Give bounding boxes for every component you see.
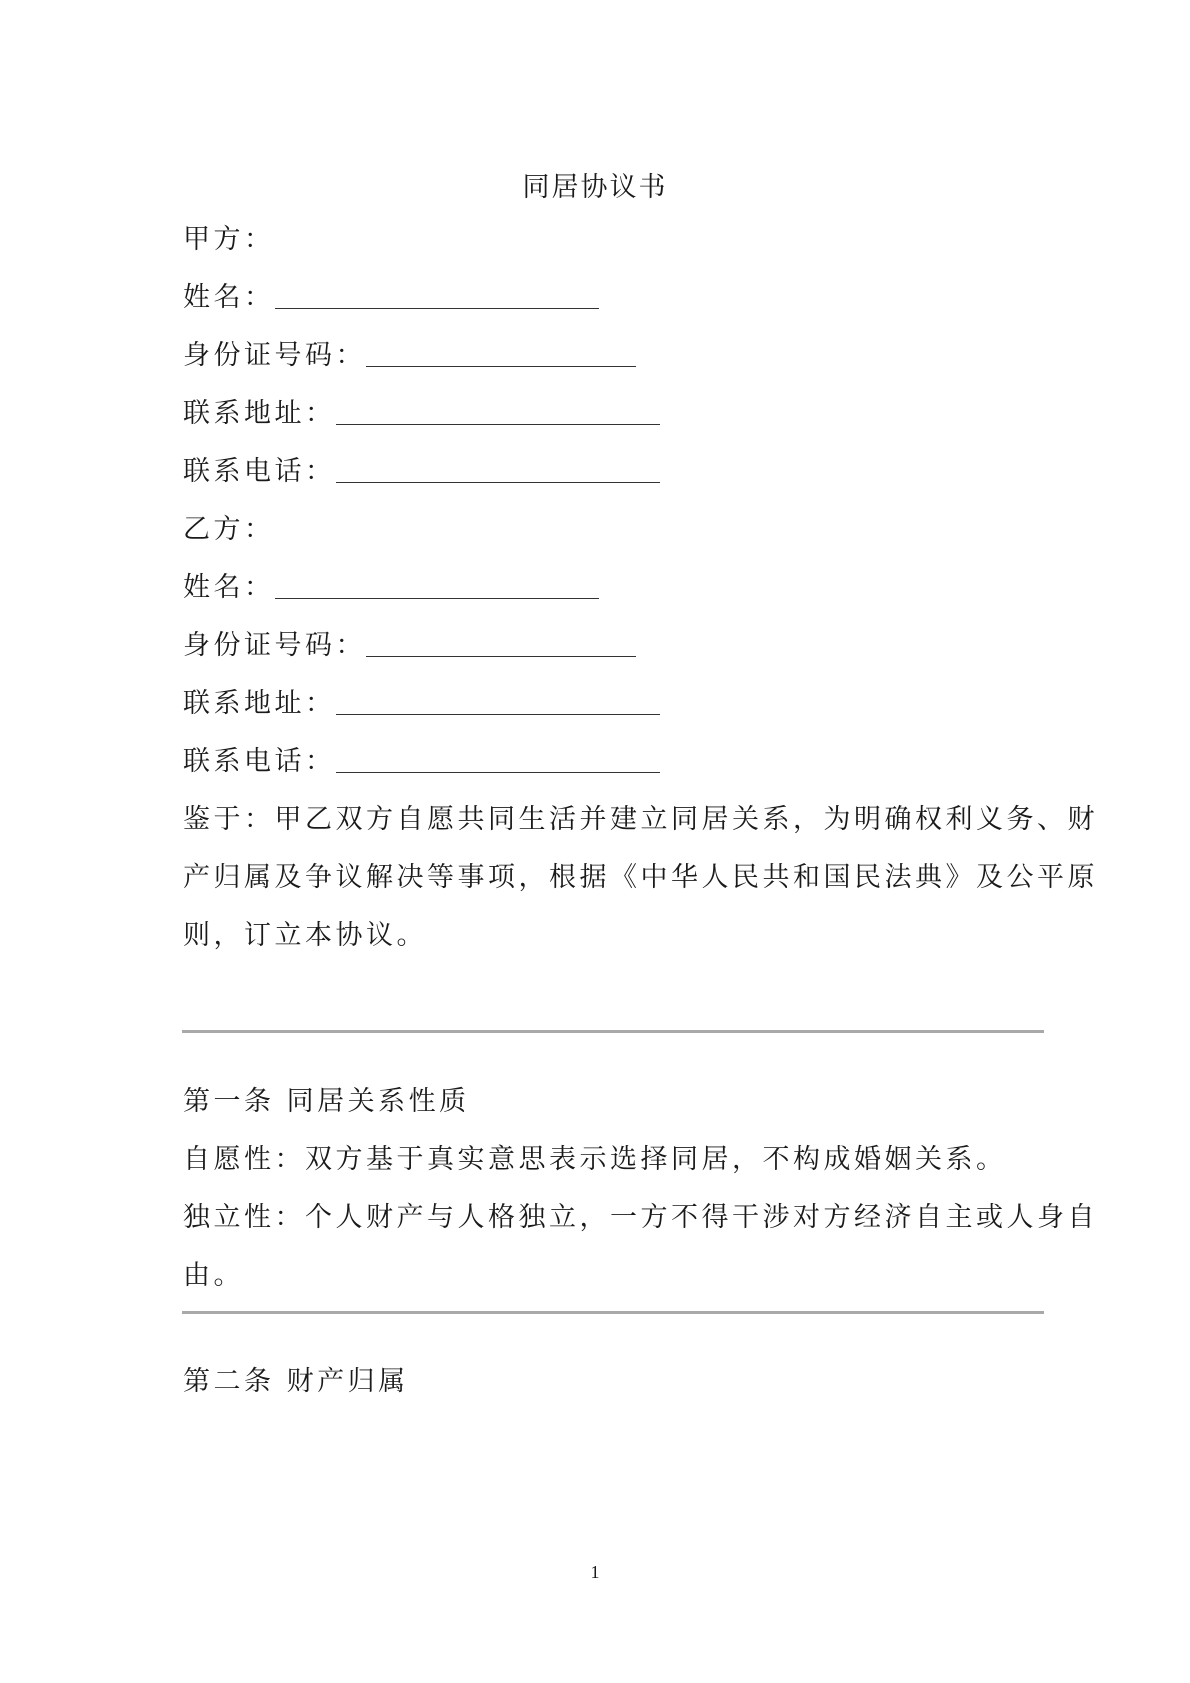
section-divider [182, 1030, 1044, 1033]
preamble-line-1: 鉴于：甲乙双方自愿共同生活并建立同居关系，为明确权利义务、财 [183, 804, 1098, 835]
page-number: 1 [590, 1562, 600, 1582]
party-b-phone-label: 联系电话： [183, 746, 336, 777]
preamble-line-3: 则，订立本协议。 [183, 920, 427, 951]
party-b-heading: 乙方： [183, 514, 275, 545]
party-a-name-label: 姓名： [183, 282, 275, 313]
party-a-phone-label: 联系电话： [183, 456, 336, 487]
article-1-heading: 第一条 同居关系性质 [183, 1086, 470, 1117]
party-a-id-row [183, 336, 636, 376]
article-1-line-3: 由。 [183, 1260, 244, 1291]
party-b-address-row [183, 684, 660, 724]
article-1-line-2: 独立性：个人财产与人格独立，一方不得干涉对方经济自主或人身自 [183, 1202, 1098, 1233]
party-a-id-label: 身份证号码： [183, 340, 366, 371]
party-b-address-label: 联系地址： [183, 688, 336, 719]
party-b-name-label: 姓名： [183, 572, 275, 603]
party-b-id-row [183, 626, 636, 666]
party-a-name-blank[interactable] [275, 278, 599, 309]
party-a-address-blank[interactable] [336, 394, 660, 425]
section-divider [182, 1311, 1044, 1314]
party-a-phone-blank[interactable] [336, 452, 660, 483]
party-a-address-row [183, 394, 660, 434]
document-title: 同居协议书 [522, 172, 668, 203]
party-b-id-blank[interactable] [366, 626, 636, 657]
party-b-name-blank[interactable] [275, 568, 599, 599]
party-b-name-row [183, 568, 599, 608]
party-b-id-label: 身份证号码： [183, 630, 366, 661]
party-a-id-blank[interactable] [366, 336, 636, 367]
preamble-line-2: 产归属及争议解决等事项，根据《中华人民共和国民法典》及公平原 [183, 862, 1098, 893]
party-b-phone-row [183, 742, 660, 782]
article-2-heading: 第二条 财产归属 [183, 1366, 409, 1397]
party-a-name-row [183, 278, 599, 318]
party-a-heading: 甲方： [183, 224, 275, 255]
party-b-phone-blank[interactable] [336, 742, 660, 773]
party-b-address-blank[interactable] [336, 684, 660, 715]
party-a-phone-row [183, 452, 660, 492]
party-a-address-label: 联系地址： [183, 398, 336, 429]
article-1-line-1: 自愿性：双方基于真实意思表示选择同居，不构成婚姻关系。 [183, 1144, 1007, 1175]
